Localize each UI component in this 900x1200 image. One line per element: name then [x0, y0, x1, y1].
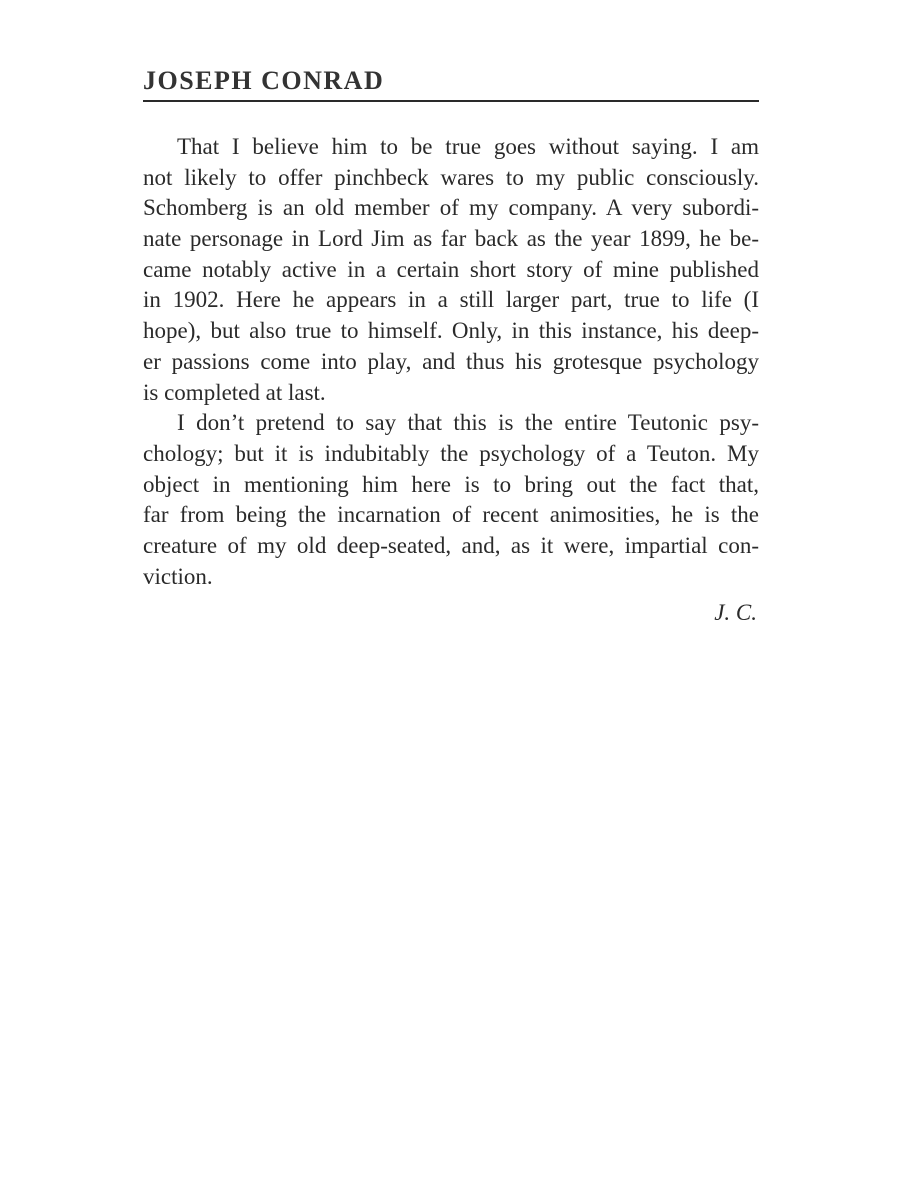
signature: J. C. [714, 600, 757, 626]
text-line: came notably active in a certain short story of mine published [143, 256, 759, 282]
text-line: Schomberg is an old member of my company. A very subordi- [143, 195, 759, 221]
body-text [143, 132, 759, 592]
page [143, 64, 759, 628]
paragraph-2 [143, 408, 759, 592]
text-line: I don’t pretend to say that this is the entire Teutonic psy- [177, 410, 759, 436]
text-line: creature of my old deep-seated, and, as it were, impartial con- [143, 532, 759, 558]
text-line: nate personage in Lord Jim as far back as the year 1899, he be- [143, 226, 759, 252]
text-line: chology; but it is indubitably the psychology of a Teuton. My [143, 440, 759, 466]
text-line: hope), but also true to himself. Only, in this instance, his deep- [143, 318, 759, 344]
running-head: JOSEPH CONRAD [143, 64, 759, 102]
text-line: er passions come into play, and thus his grotesque psychology [143, 348, 759, 374]
paragraph-1 [143, 132, 759, 408]
text-line: in 1902. Here he appears in a still larger part, true to life (I [143, 287, 759, 313]
text-line: not likely to offer pinchbeck wares to my public consciously. [143, 164, 759, 190]
text-line: viction. [143, 563, 213, 589]
text-line: far from being the incarnation of recent animosities, he is the [143, 502, 759, 528]
text-line: object in mentioning him here is to bring out the fact that, [143, 471, 759, 497]
text-line: That I believe him to be true goes without saying. I am [177, 134, 759, 159]
text-line: is completed at last. [143, 379, 326, 405]
